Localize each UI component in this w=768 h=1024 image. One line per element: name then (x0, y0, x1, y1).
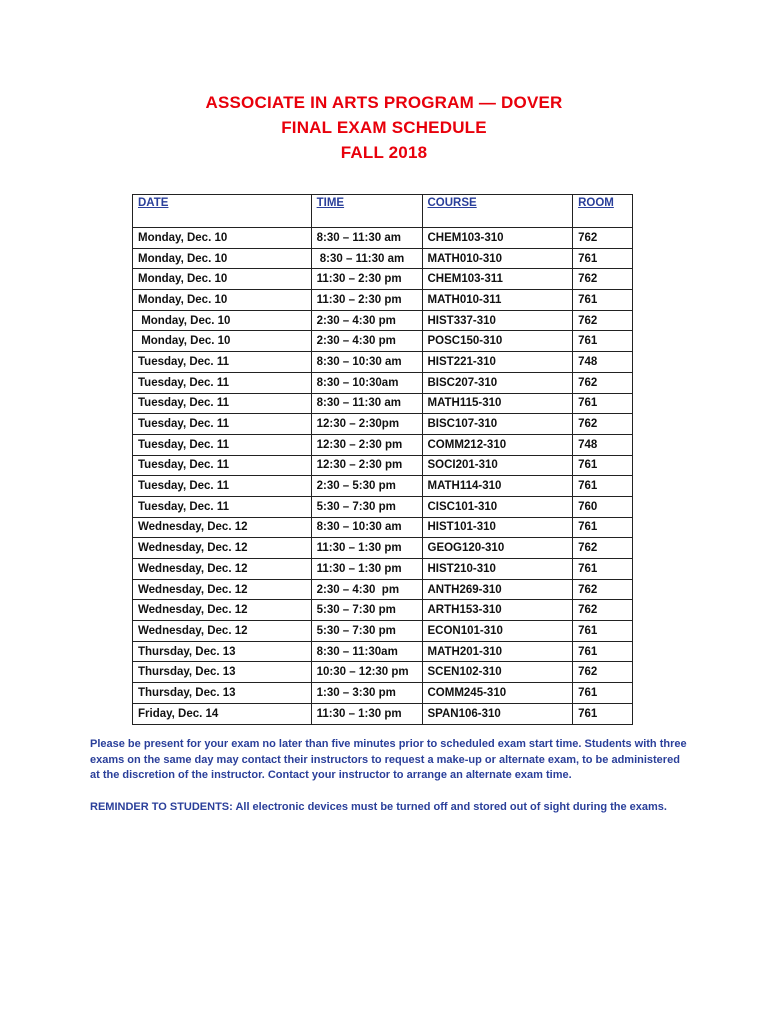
attendance-notice: Please be present for your exam no later than five minutes prior to scheduled exam start time. Students with three exams on the same day may contact their instructors to request a make-up or alternate exam, to be administered at the discretion of the instructor. Contact your instructor to arrange an alternate exam time. (90, 738, 687, 781)
term-title: FALL 2018 (340, 143, 428, 162)
cell-date: Tuesday, Dec. 11 (133, 372, 312, 393)
table-row (133, 579, 633, 600)
cell-room: 762 (573, 579, 633, 600)
cell-time: 2:30 – 4:30 pm (311, 331, 422, 352)
cell-date: Monday, Dec. 10 (133, 269, 312, 290)
cell-course: MATH114-310 (422, 476, 573, 497)
cell-date: Monday, Dec. 10 (133, 228, 312, 249)
table-row (133, 393, 633, 414)
cell-time: 5:30 – 7:30 pm (311, 621, 422, 642)
table-row (133, 331, 633, 352)
cell-room: 762 (573, 600, 633, 621)
cell-time: 11:30 – 1:30 pm (311, 703, 422, 724)
cell-time: 10:30 – 12:30 pm (311, 662, 422, 683)
cell-date: Tuesday, Dec. 11 (133, 352, 312, 373)
cell-date: Monday, Dec. 10 (133, 290, 312, 311)
cell-room: 762 (573, 228, 633, 249)
cell-time: 8:30 – 11:30am (311, 641, 422, 662)
cell-room: 760 (573, 496, 633, 517)
cell-course: MATH115-310 (422, 393, 573, 414)
cell-course: ANTH269-310 (422, 579, 573, 600)
table-row (133, 538, 633, 559)
table-row (133, 248, 633, 269)
cell-time: 12:30 – 2:30pm (311, 414, 422, 435)
cell-time: 11:30 – 1:30 pm (311, 538, 422, 559)
cell-room: 762 (573, 269, 633, 290)
cell-time: 8:30 – 11:30 am (311, 248, 422, 269)
table-row (133, 455, 633, 476)
column-header-course: COURSE (422, 195, 573, 228)
cell-room: 762 (573, 414, 633, 435)
cell-room: 761 (573, 331, 633, 352)
cell-time: 2:30 – 5:30 pm (311, 476, 422, 497)
cell-date: Tuesday, Dec. 11 (133, 393, 312, 414)
table-row (133, 310, 633, 331)
cell-course: BISC207-310 (422, 372, 573, 393)
table-row (133, 621, 633, 642)
table-row (133, 476, 633, 497)
schedule-title: FINAL EXAM SCHEDULE (281, 118, 487, 137)
cell-date: Tuesday, Dec. 11 (133, 455, 312, 476)
column-header-date: DATE (133, 195, 312, 228)
cell-course: ECON101-310 (422, 621, 573, 642)
cell-course: COMM212-310 (422, 434, 573, 455)
cell-room: 761 (573, 621, 633, 642)
cell-time: 12:30 – 2:30 pm (311, 455, 422, 476)
cell-time: 2:30 – 4:30 pm (311, 579, 422, 600)
table-row (133, 496, 633, 517)
cell-date: Friday, Dec. 14 (133, 703, 312, 724)
table-body (133, 228, 633, 725)
cell-course: SCEN102-310 (422, 662, 573, 683)
cell-room: 762 (573, 310, 633, 331)
cell-date: Thursday, Dec. 13 (133, 641, 312, 662)
cell-course: HIST101-310 (422, 517, 573, 538)
cell-room: 761 (573, 517, 633, 538)
cell-room: 762 (573, 662, 633, 683)
cell-course: SPAN106-310 (422, 703, 573, 724)
cell-room: 761 (573, 476, 633, 497)
cell-time: 11:30 – 2:30 pm (311, 290, 422, 311)
cell-date: Tuesday, Dec. 11 (133, 414, 312, 435)
table-row (133, 559, 633, 580)
table-row (133, 290, 633, 311)
cell-time: 5:30 – 7:30 pm (311, 496, 422, 517)
cell-course: MATH010-310 (422, 248, 573, 269)
cell-room: 748 (573, 434, 633, 455)
table-row (133, 600, 633, 621)
table-row (133, 228, 633, 249)
cell-course: HIST337-310 (422, 310, 573, 331)
cell-course: ARTH153-310 (422, 600, 573, 621)
cell-time: 1:30 – 3:30 pm (311, 683, 422, 704)
cell-room: 761 (573, 248, 633, 269)
cell-date: Tuesday, Dec. 11 (133, 476, 312, 497)
cell-course: CHEM103-311 (422, 269, 573, 290)
cell-time: 8:30 – 10:30 am (311, 352, 422, 373)
cell-time: 12:30 – 2:30 pm (311, 434, 422, 455)
cell-room: 762 (573, 538, 633, 559)
cell-time: 8:30 – 10:30 am (311, 517, 422, 538)
cell-room: 761 (573, 559, 633, 580)
cell-course: MATH010-311 (422, 290, 573, 311)
cell-date: Wednesday, Dec. 12 (133, 600, 312, 621)
table-row (133, 372, 633, 393)
reminder-notice: REMINDER TO STUDENTS: All electronic devices must be turned off and stored out of sight during the exams. (90, 801, 667, 813)
cell-time: 8:30 – 11:30 am (311, 393, 422, 414)
cell-room: 761 (573, 290, 633, 311)
cell-course: COMM245-310 (422, 683, 573, 704)
document-title-block (0, 90, 768, 165)
cell-time: 5:30 – 7:30 pm (311, 600, 422, 621)
table-row (133, 683, 633, 704)
table-row (133, 662, 633, 683)
cell-course: SOCI201-310 (422, 455, 573, 476)
cell-room: 748 (573, 352, 633, 373)
cell-date: Wednesday, Dec. 12 (133, 538, 312, 559)
cell-time: 11:30 – 2:30 pm (311, 269, 422, 290)
cell-time: 2:30 – 4:30 pm (311, 310, 422, 331)
cell-room: 762 (573, 372, 633, 393)
cell-course: BISC107-310 (422, 414, 573, 435)
table-row (133, 434, 633, 455)
cell-date: Monday, Dec. 10 (133, 248, 312, 269)
exam-schedule-table (132, 194, 633, 725)
cell-course: HIST210-310 (422, 559, 573, 580)
column-header-time: TIME (311, 195, 422, 228)
table-header-row (133, 195, 633, 228)
cell-date: Wednesday, Dec. 12 (133, 559, 312, 580)
table-row (133, 641, 633, 662)
cell-date: Thursday, Dec. 13 (133, 683, 312, 704)
cell-room: 761 (573, 683, 633, 704)
cell-date: Wednesday, Dec. 12 (133, 517, 312, 538)
cell-date: Wednesday, Dec. 12 (133, 621, 312, 642)
program-title: ASSOCIATE IN ARTS PROGRAM — DOVER (205, 93, 563, 112)
cell-date: Tuesday, Dec. 11 (133, 434, 312, 455)
cell-room: 761 (573, 641, 633, 662)
cell-date: Wednesday, Dec. 12 (133, 579, 312, 600)
column-header-room: ROOM (573, 195, 633, 228)
cell-date: Tuesday, Dec. 11 (133, 496, 312, 517)
cell-room: 761 (573, 455, 633, 476)
cell-course: HIST221-310 (422, 352, 573, 373)
cell-date: Monday, Dec. 10 (133, 310, 312, 331)
cell-time: 11:30 – 1:30 pm (311, 559, 422, 580)
cell-time: 8:30 – 10:30am (311, 372, 422, 393)
table-row (133, 269, 633, 290)
cell-room: 761 (573, 703, 633, 724)
cell-date: Thursday, Dec. 13 (133, 662, 312, 683)
table-row (133, 352, 633, 373)
cell-course: POSC150-310 (422, 331, 573, 352)
table-row (133, 414, 633, 435)
cell-course: CISC101-310 (422, 496, 573, 517)
cell-room: 761 (573, 393, 633, 414)
cell-course: MATH201-310 (422, 641, 573, 662)
table-row (133, 703, 633, 724)
cell-time: 8:30 – 11:30 am (311, 228, 422, 249)
cell-date: Monday, Dec. 10 (133, 331, 312, 352)
cell-course: CHEM103-310 (422, 228, 573, 249)
cell-course: GEOG120-310 (422, 538, 573, 559)
table-row (133, 517, 633, 538)
